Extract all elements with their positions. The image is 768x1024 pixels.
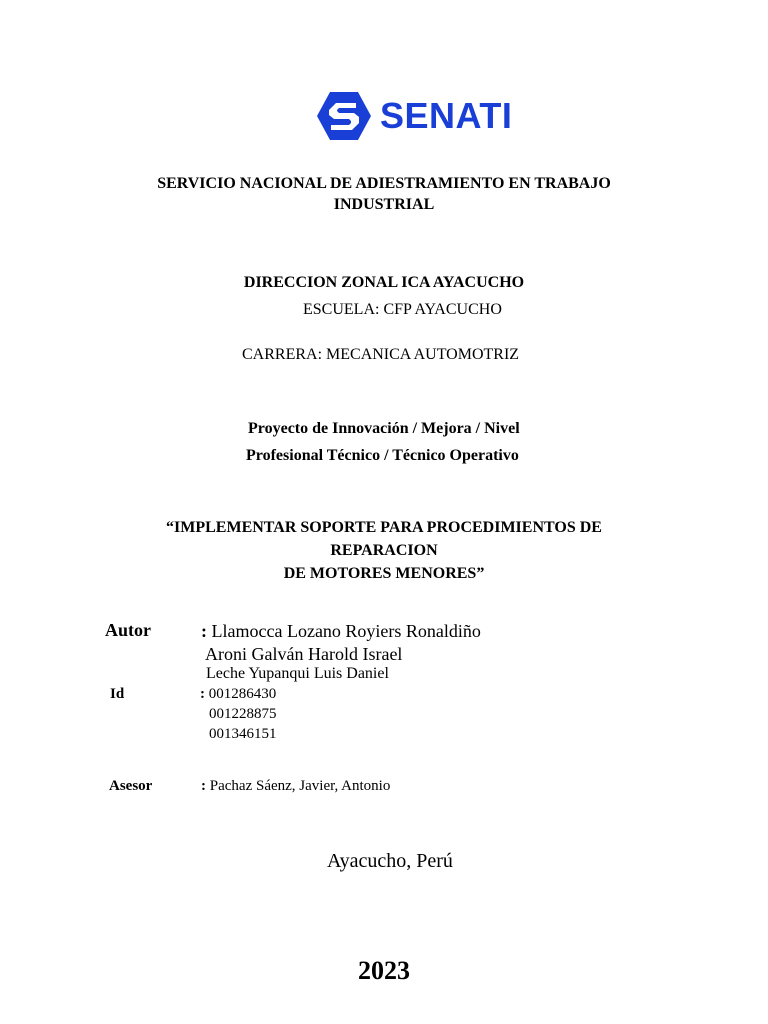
advisor-colon: :: [201, 778, 206, 794]
id-colon: :: [200, 686, 205, 702]
logo-text: SENATI: [380, 95, 513, 136]
advisor-label: Asesor: [109, 778, 153, 794]
project-title-line-2: REPARACION: [330, 542, 438, 559]
author-name-3: Leche Yupanqui Luis Daniel: [206, 665, 389, 682]
author-name-1: Llamocca Lozano Royiers Ronaldiño: [211, 621, 481, 641]
author-label: Autor: [105, 620, 151, 640]
school: ESCUELA: CFP AYACUCHO: [303, 301, 502, 318]
id-value-3: 001346151: [209, 726, 277, 742]
institution-name: [0, 173, 768, 215]
career: CARRERA: MECANICA AUTOMOTRIZ: [242, 346, 520, 363]
id-1: [200, 686, 276, 703]
advisor: [201, 778, 390, 795]
institution-line-1: SERVICIO NACIONAL DE ADIESTRAMIENTO EN TRABAJO: [157, 175, 611, 192]
project-type-line-1: Proyecto de Innovación / Mejora / Nivel: [248, 420, 520, 437]
author-colon: :: [201, 621, 207, 641]
id-value-2: 001228875: [209, 706, 277, 722]
project-title-line-3: DE MOTORES MENORES”: [283, 565, 485, 582]
project-type-line-2: Profesional Técnico / Técnico Operativo: [246, 447, 519, 464]
advisor-name: Pachaz Sáenz, Javier, Antonio: [209, 778, 391, 794]
senati-logo: [316, 90, 513, 142]
id-label: Id: [110, 686, 125, 702]
zonal-direction: DIRECCION ZONAL ICA AYACUCHO: [243, 274, 525, 291]
author-name-2: Aroni Galván Harold Israel: [205, 644, 403, 664]
project-title: [0, 516, 768, 585]
year: 2023: [358, 956, 410, 985]
id-value-1: 001286430: [208, 686, 277, 702]
institution-line-2: INDUSTRIAL: [333, 196, 435, 213]
senati-emblem-icon: [316, 90, 372, 142]
project-title-line-1: “IMPLEMENTAR SOPORTE PARA PROCEDIMIENTOS DE: [166, 519, 602, 536]
place: Ayacucho, Perú: [327, 850, 453, 872]
author-1: [201, 621, 481, 642]
